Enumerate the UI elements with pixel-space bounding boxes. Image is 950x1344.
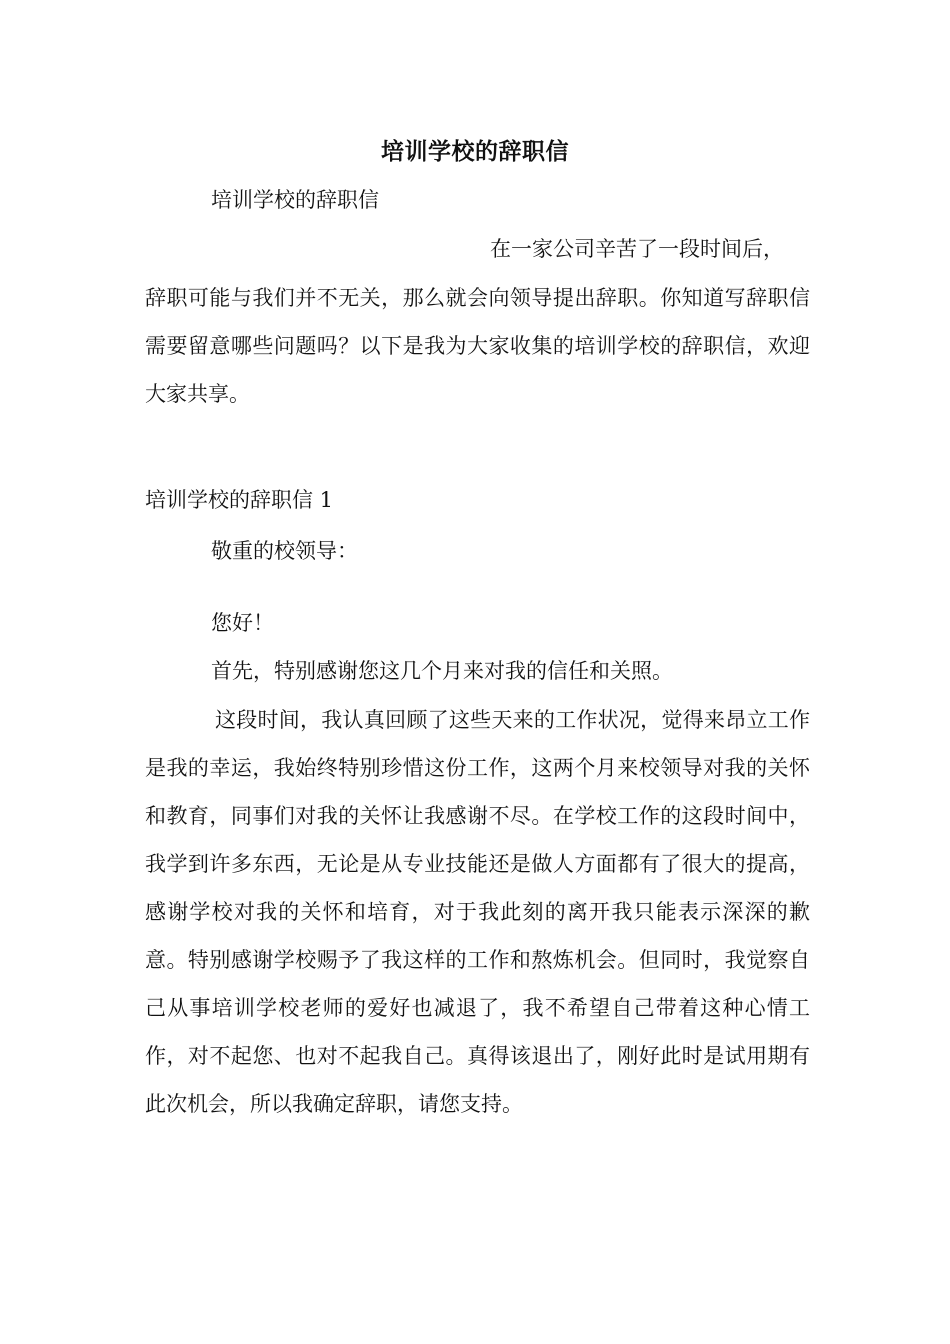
intro-first-line: 在一家公司辛苦了一段时间后， <box>490 237 784 261</box>
document-subtitle: 培训学校的辞职信 <box>211 188 379 212</box>
salutation: 敬重的校领导： <box>211 539 358 563</box>
main-paragraph: 这段时间，我认真回顾了这些天来的工作状况，觉得来昂立工作是我的幸运，我始终特别珍惜这份工作，这两个月来校领导对我的关怀和教育，同事们对我的关怀让我感谢不尽。在学校工作的这段时间中，我学到许多东西，无论是从专业技能还是做人方面都有了很大的提高，感谢学校对我的关怀和培育，对于我此刻的离开我只能表示深深的歉意。特别感谢学校赐予了我这样的工作和熬炼机会。但同时，我觉察自己从事培训学校老师的爱好也减退了，我不希望自己带着这种心情工作，对不起您、也对不起我自己。真得该退出了，刚好此时是试用期有此次机会，所以我确定辞职，请您支持。 <box>145 708 810 1116</box>
intro-paragraph: 辞职可能与我们并不无关，那么就会向领导提出辞职。你知道写辞职信需要留意哪些问题吗？以下是我为大家收集的培训学校的辞职信，欢迎大家共享。 <box>145 286 810 406</box>
document-title: 培训学校的辞职信 <box>381 138 569 165</box>
thanks-line: 首先，特别感谢您这几个月来对我的信任和关照。 <box>211 659 673 683</box>
greeting: 您好！ <box>211 611 274 635</box>
section-heading: 培训学校的辞职信 1 <box>145 488 334 512</box>
